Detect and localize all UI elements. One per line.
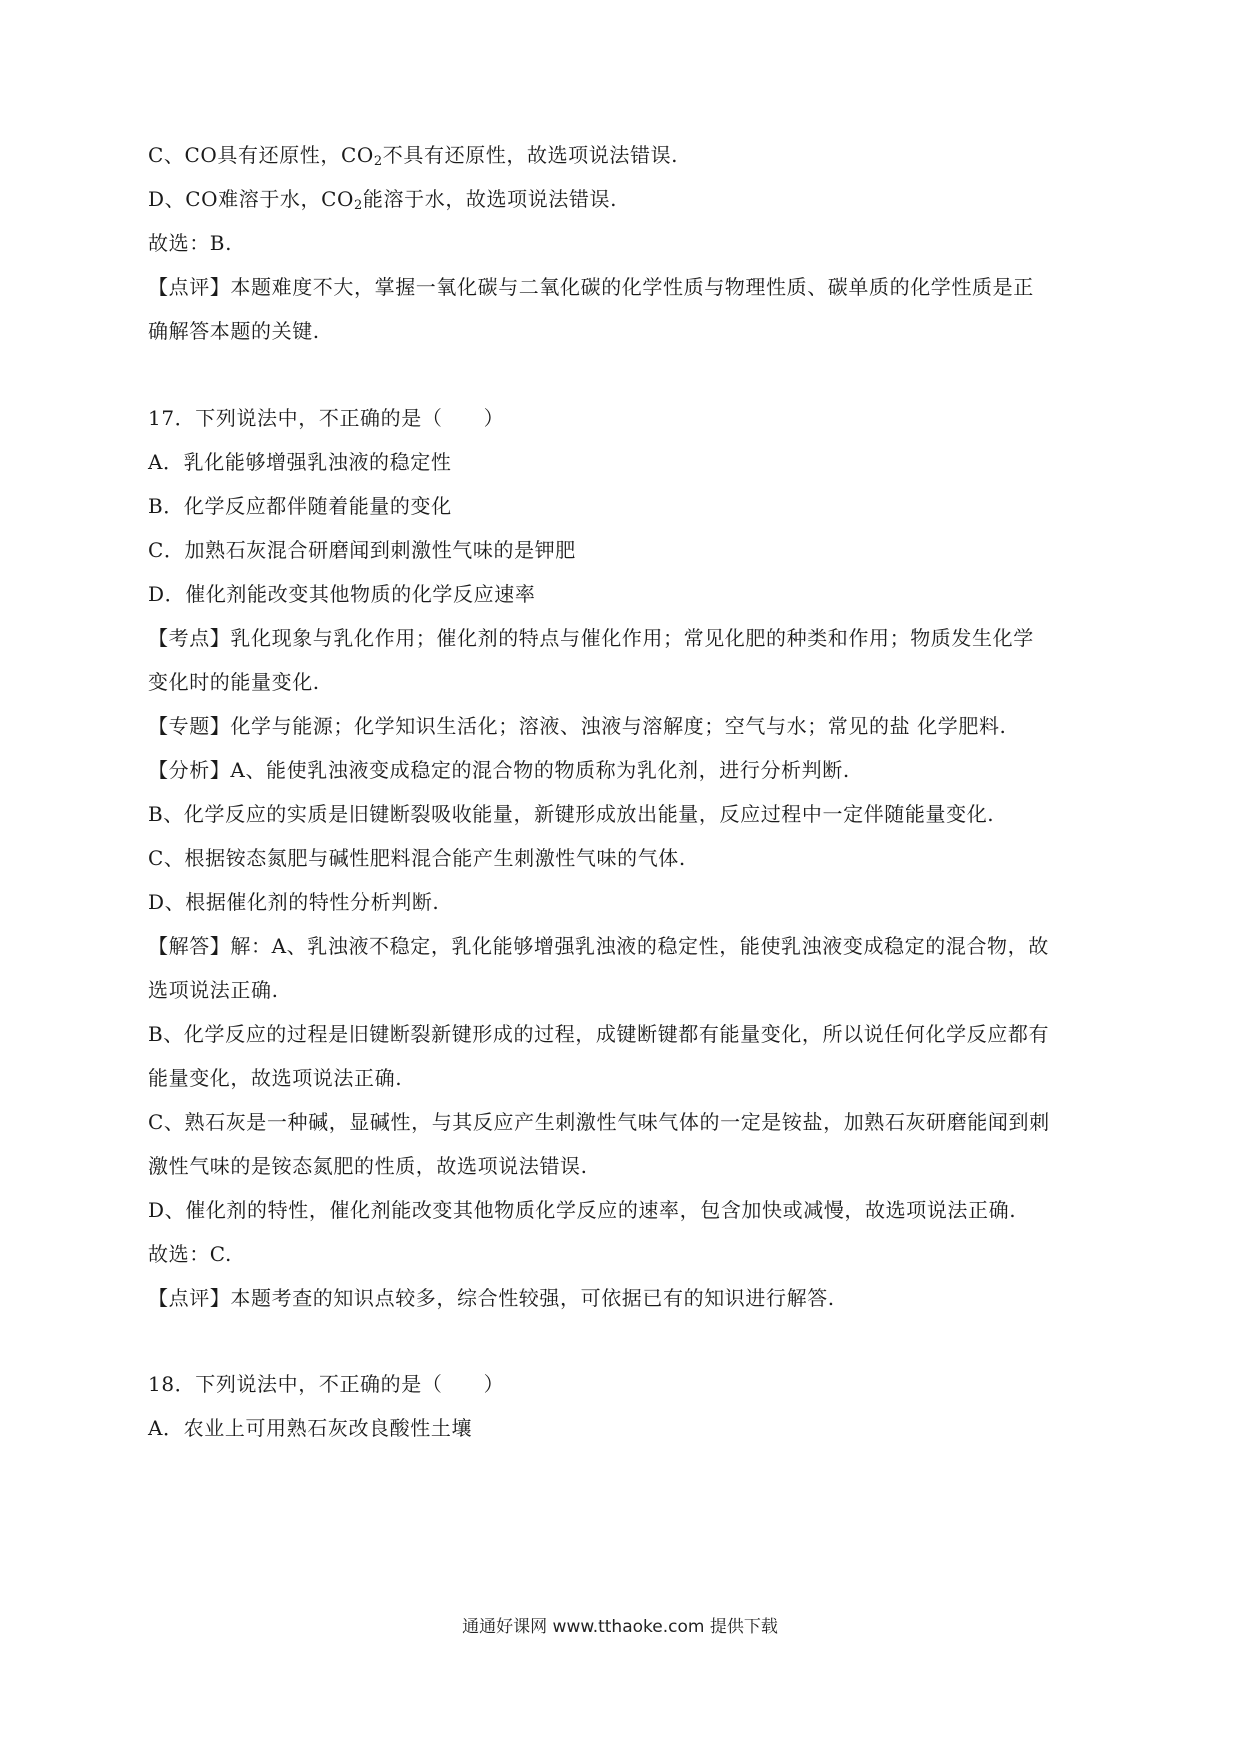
q17-option-a: A．乳化能够增强乳浊液的稳定性 — [148, 450, 452, 474]
page-footer: 通通好课网 www.tthaoke.com 提供下载 — [462, 1617, 778, 1637]
q17-jieda-line-2: 选项说法正确. — [148, 978, 279, 1002]
q17-fenxi-line-2: B、化学反应的实质是旧键断裂吸收能量，新键形成放出能量，反应过程中一定伴随能量变化. — [148, 802, 995, 826]
q17-kaodian-line-1: 【考点】乳化现象与乳化作用；催化剂的特点与催化作用；常见化肥的种类和作用；物质发生化学 — [148, 626, 1034, 650]
q18-stem: 18．下列说法中，不正确的是（ ） — [148, 1372, 505, 1396]
q17-stem: 17．下列说法中，不正确的是（ ） — [148, 406, 505, 430]
q17-answer: 故选：C. — [148, 1242, 232, 1266]
q17-jieda-line-4: 能量变化，故选项说法正确. — [148, 1066, 403, 1090]
q17-zhuanti: 【专题】化学与能源；化学知识生活化；溶液、浊液与溶解度；空气与水；常见的盐 化学肥料. — [148, 714, 1007, 738]
prev-answer: 故选：B. — [148, 231, 233, 255]
prev-comment-line-2: 确解答本题的关键. — [148, 319, 320, 343]
prev-comment-line-1: 【点评】本题难度不大，掌握一氧化碳与二氧化碳的化学性质与物理性质、碳单质的化学性质是正 — [148, 275, 1034, 299]
q18-option-a: A．农业上可用熟石灰改良酸性土壤 — [148, 1416, 473, 1440]
q17-comment: 【点评】本题考查的知识点较多，综合性较强，可依据已有的知识进行解答. — [148, 1286, 835, 1310]
q17-option-d: D．催化剂能改变其他物质的化学反应速率 — [148, 582, 536, 606]
prev-option-c-analysis: C、CO具有还原性，$CO_2$不具有还原性，故选项说法错误. — [148, 143, 679, 169]
q17-jieda-line-5: C、熟石灰是一种碱，显碱性，与其反应产生刺激性气味气体的一定是铵盐，加熟石灰研磨能闻到刺 — [148, 1110, 1050, 1134]
q17-kaodian-line-2: 变化时的能量变化. — [148, 670, 320, 694]
q17-fenxi-line-1: 【分析】A、能使乳浊液变成稳定的混合物的物质称为乳化剂，进行分析判断. — [148, 758, 850, 782]
q17-option-b: B．化学反应都伴随着能量的变化 — [148, 494, 452, 518]
q17-fenxi-line-3: C、根据铵态氮肥与碱性肥料混合能产生刺激性气味的气体. — [148, 846, 686, 870]
q17-option-c: C．加熟石灰混合研磨闻到刺激性气味的是钾肥 — [148, 538, 576, 562]
q17-jieda-line-7: D、催化剂的特性，催化剂能改变其他物质化学反应的速率，包含加快或减慢，故选项说法正确. — [148, 1198, 1017, 1222]
q17-jieda-line-1: 【解答】解：A、乳浊液不稳定，乳化能够增强乳浊液的稳定性，能使乳浊液变成稳定的混合物，故 — [148, 934, 1049, 958]
q17-jieda-line-6: 激性气味的是铵态氮肥的性质，故选项说法错误. — [148, 1154, 588, 1178]
prev-option-d-analysis: D、CO难溶于水，$CO_2$能溶于水，故选项说法错误. — [148, 187, 618, 213]
q17-fenxi-line-4: D、根据催化剂的特性分析判断. — [148, 890, 440, 914]
q17-jieda-line-3: B、化学反应的过程是旧键断裂新键形成的过程，成键断键都有能量变化，所以说任何化学反应都有 — [148, 1022, 1050, 1046]
